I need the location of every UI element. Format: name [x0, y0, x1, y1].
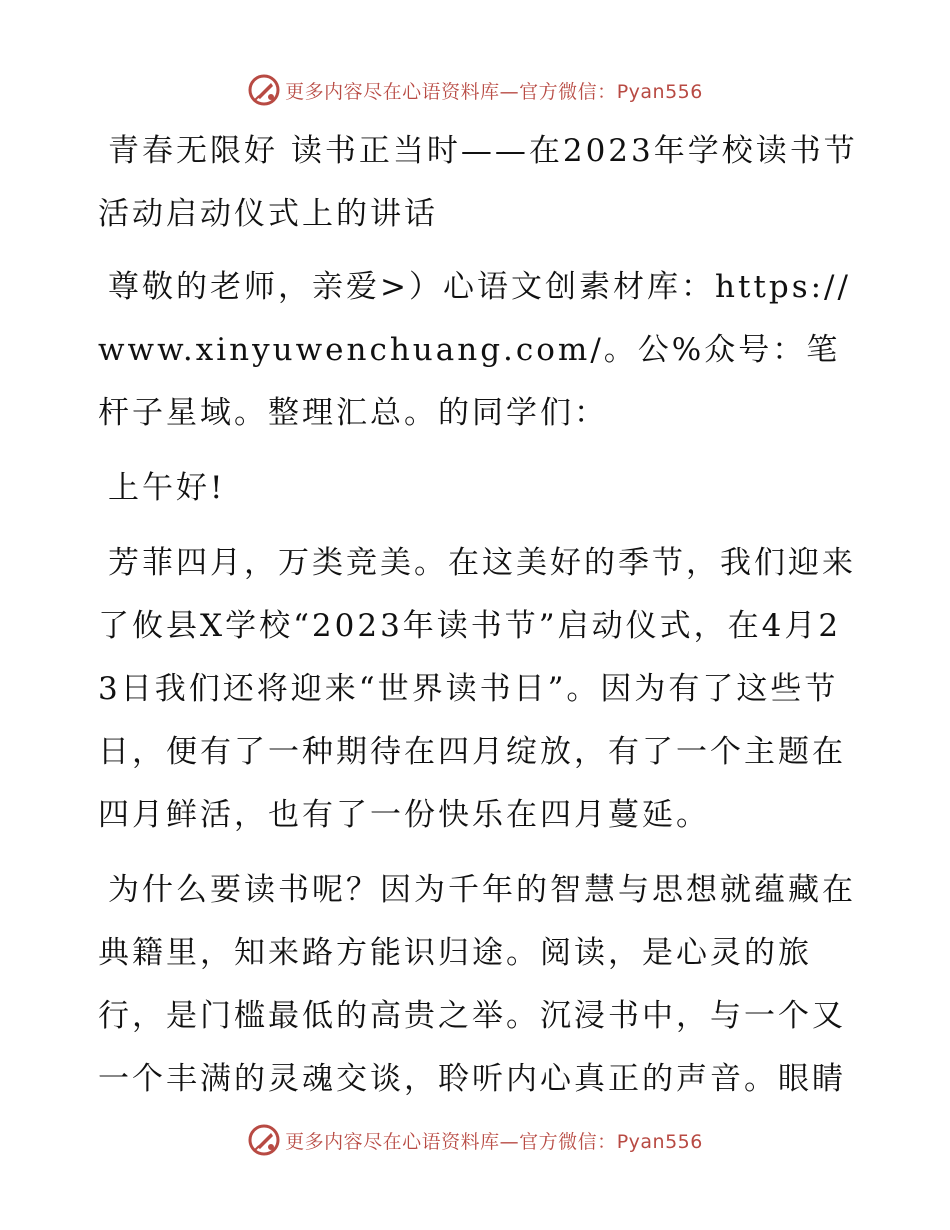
paragraph: 尊敬的老师，亲爱>）心语文创素材库：https://www.xinyuwenchuang.com/。公%众号：笔杆子星域。整理汇总。的同学们：: [98, 269, 851, 431]
paragraph: 为什么要读书呢？因为千年的智慧与思想就蕴藏在典籍里，知来路方能识归途。阅读，是心灵的旅行，是门槛最低的高贵之举。沉浸书中，与一个又一个丰满的灵魂交谈，聆听内心真正的声音。眼睛: [98, 872, 856, 1097]
header-watermark: [0, 70, 950, 110]
paragraph: 上午好!: [108, 470, 226, 506]
document-body: [98, 120, 858, 1123]
footer-watermark: [0, 1120, 950, 1160]
quill-logo-icon: [247, 73, 281, 107]
quill-logo-icon: [247, 1123, 281, 1157]
document-title: 青春无限好 读书正当时——在2023年学校读书节活动启动仪式上的讲话: [98, 133, 858, 232]
paragraph: 芳菲四月，万类竞美。在这美好的季节，我们迎来了攸县X学校“2023年读书节”启动仪式，在4月23日我们还将迎来“世界读书日”。因为有了这些节日，便有了一种期待在四月绽放，有了一个主题在四月鲜活，也有了一份快乐在四月蔓延。: [98, 545, 856, 833]
banner-text: 更多内容尽在心语资料库—官方微信：Pyan556: [285, 80, 703, 103]
banner-text: 更多内容尽在心语资料库—官方微信：Pyan556: [285, 1130, 703, 1153]
